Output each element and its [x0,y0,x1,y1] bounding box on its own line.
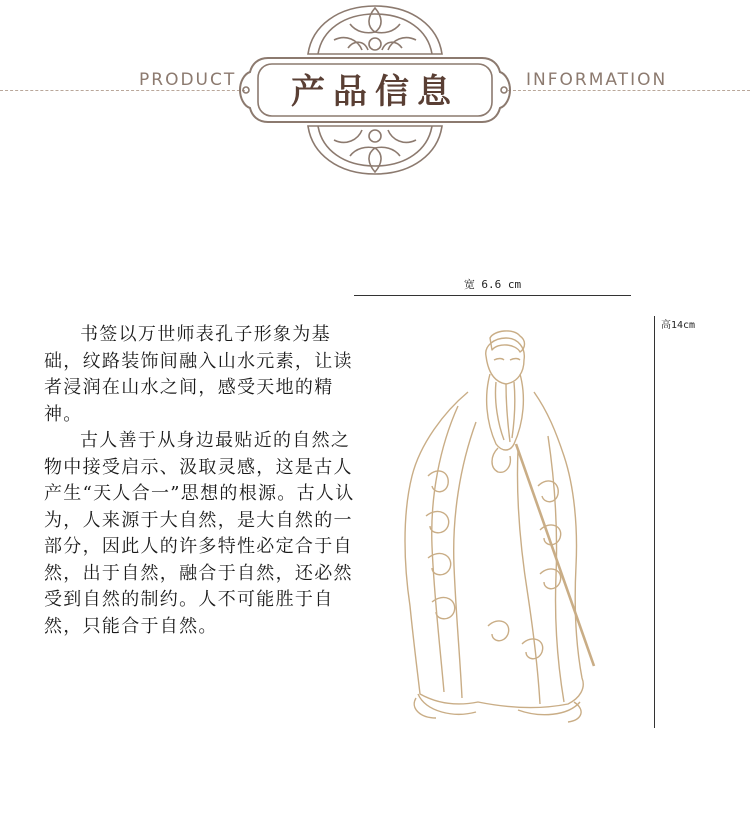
confucius-figure-illustration [398,326,608,736]
height-dimension-line [654,316,655,728]
width-dimension-line [354,295,631,296]
description-paragraph-2: 古人善于从身边最贴近的自然之物中接受启示、汲取灵感，这是古人产生“天人合一”思想的根源。古人认为，人来源于大自然，是大自然的一部分，因此人的许多特性必定合于自然，出于自然，融合于自然，还必然受到自然的制约。人不可能胜于自然，只能合于自然。 [44,430,355,637]
width-dimension-label: 宽 6.6 cm [463,278,522,291]
header-divider-left [0,90,245,91]
page-title: 产品信息 [291,72,459,112]
product-description [44,322,356,640]
height-dimension-label: 高14cm [661,320,696,331]
header-divider-right [508,90,750,91]
header-information-label: INFORMATION [526,70,668,90]
description-paragraph-1: 书签以万世师表孔子形象为基础，纹路装饰间融入山水元素，让读者浸润在山水之间，感受天地的精神。 [44,324,353,425]
header-product-label: PRODUCT [139,70,237,90]
